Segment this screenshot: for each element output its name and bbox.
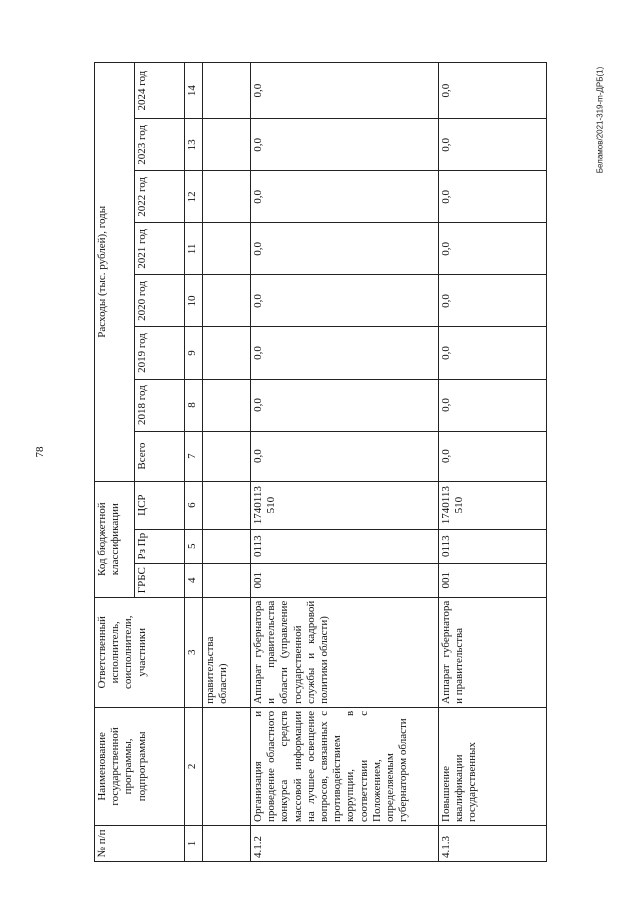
row-2021: 0,0: [251, 223, 439, 275]
col-number: 3: [185, 597, 203, 707]
col-number: 14: [185, 63, 203, 119]
table-wrapper: [94, 62, 548, 862]
col-number: 7: [185, 431, 203, 481]
row-total: 0,0: [251, 431, 439, 481]
header-2019: 2019 год: [135, 327, 185, 379]
continuation-text: правительства области): [203, 597, 251, 707]
table-row: [439, 63, 547, 862]
row-2019: 0,0: [439, 327, 547, 379]
col-number: 1: [185, 825, 203, 861]
col-number: 5: [185, 529, 203, 563]
row-2022: 0,0: [439, 171, 547, 223]
header-budget-code: Код бюджетной классификации: [95, 481, 135, 597]
header-2021: 2021 год: [135, 223, 185, 275]
header-num: № п/п: [95, 825, 185, 861]
header-grbs: ГРБС: [135, 563, 185, 597]
row-rzpr: 0113: [439, 529, 547, 563]
row-2018: 0,0: [439, 379, 547, 431]
header-expenses: Расходы (тыс. рублей), годы: [95, 63, 135, 482]
header-2022: 2022 год: [135, 171, 185, 223]
col-number: 6: [185, 481, 203, 529]
row-rzpr: 0113: [251, 529, 439, 563]
col-number: 8: [185, 379, 203, 431]
row-2024: 0,0: [251, 63, 439, 119]
col-number: 2: [185, 707, 203, 825]
row-total: 0,0: [439, 431, 547, 481]
row-2022: 0,0: [251, 171, 439, 223]
col-number: 13: [185, 119, 203, 171]
document-id: Беламов/2021-319-m-ДРБ(1): [595, 66, 605, 174]
column-number-row: [185, 63, 203, 862]
page-number: 78: [34, 446, 46, 458]
header-name: Наименование государственной программы, подпрограммы: [95, 707, 185, 825]
table-row: [251, 63, 439, 862]
col-number: 4: [185, 563, 203, 597]
row-2020: 0,0: [439, 275, 547, 327]
row-2018: 0,0: [251, 379, 439, 431]
col-number: 12: [185, 171, 203, 223]
row-responsible: Аппарат губернатора и правительства области (управление государственной службы и кадровой политики области): [251, 597, 439, 707]
rotated-page: [94, 62, 548, 862]
row-2019: 0,0: [251, 327, 439, 379]
row-name: Повышение квалификации государственных: [439, 707, 547, 825]
row-number: 4.1.2: [251, 825, 439, 861]
continuation-row: [203, 63, 251, 862]
header-2018: 2018 год: [135, 379, 185, 431]
row-2024: 0,0: [439, 63, 547, 119]
row-responsible: Аппарат губернатора и правительства: [439, 597, 547, 707]
header-rzpr: Рз Пр: [135, 529, 185, 563]
header-2023: 2023 год: [135, 119, 185, 171]
header-total: Всего: [135, 431, 185, 481]
header-responsible: Ответственный исполнитель, соисполнители, участники: [95, 597, 185, 707]
row-2021: 0,0: [439, 223, 547, 275]
header-2024: 2024 год: [135, 63, 185, 119]
row-grbs: 001: [251, 563, 439, 597]
header-csr: ЦСР: [135, 481, 185, 529]
row-csr: 1740113510: [251, 481, 439, 529]
row-csr: 1740113510: [439, 481, 547, 529]
row-2023: 0,0: [439, 119, 547, 171]
row-number: 4.1.3: [439, 825, 547, 861]
row-grbs: 001: [439, 563, 547, 597]
col-number: 11: [185, 223, 203, 275]
expenses-table: [94, 62, 547, 862]
col-number: 9: [185, 327, 203, 379]
row-name: Организация и проведение областного конкурса средств массовой информации на лучшее освещение вопросов, связанных с противодействием коррупции, в соответствии с Положением, определяемым губернатором области: [251, 707, 439, 825]
header-2020: 2020 год: [135, 275, 185, 327]
col-number: 10: [185, 275, 203, 327]
row-2023: 0,0: [251, 119, 439, 171]
row-2020: 0,0: [251, 275, 439, 327]
